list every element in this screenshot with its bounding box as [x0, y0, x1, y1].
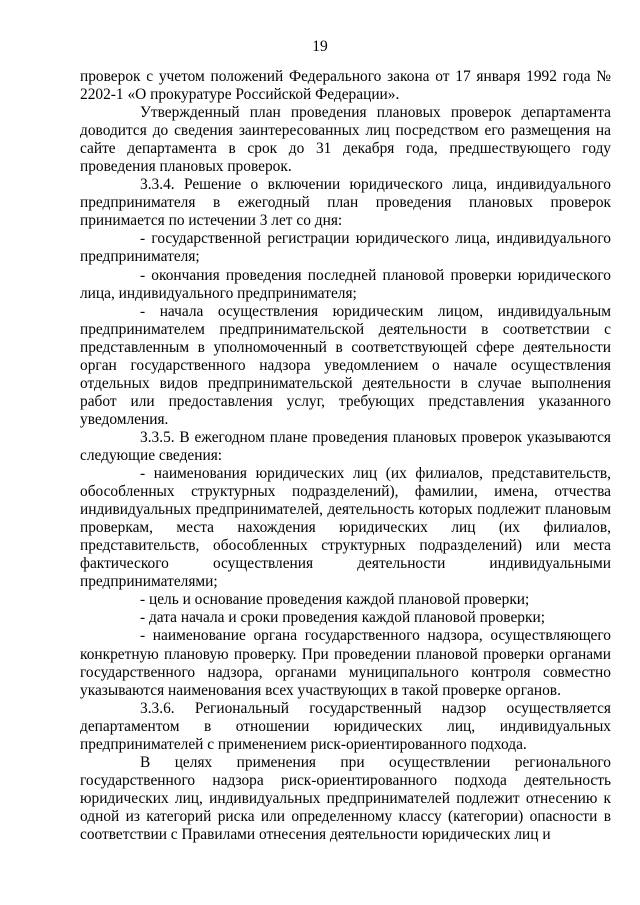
paragraph: 3.3.6. Региональный государственный надзор осуществляется департаментом в отношении юридических лиц, индивидуальных предпринимателей с применением риск-ориентированного подхода.: [80, 699, 611, 753]
paragraph: - наименования юридических лиц (их филиалов, представительств, обособленных структурных подразделений), фамилии, имена, отчества индивидуальных предпринимателей, деятельность которых подлежит плановым проверкам, места нахождения юридических лиц (их филиалов, представительств, обособленных структурных подразделений) или места фактического осуществления деятельности индивидуальными предпринимателями;: [80, 465, 611, 591]
paragraph: - дата начала и сроки проведения каждой плановой проверки;: [140, 609, 545, 627]
paragraph: - государственной регистрации юридического лица, индивидуального предпринимателя;: [80, 230, 611, 266]
paragraph: В целях применения при осуществлении регионального государственного надзора риск-ориентированного подхода деятельность юридических лиц, индивидуальных предпринимателей подлежит отнесению к одной из категорий риска или определенному классу (категории) опасности в соответствии с Правилами отнесения деятельности юридических лиц и: [80, 753, 611, 843]
paragraph: 3.3.5. В ежегодном плане проведения плановых проверок указываются следующие сведения:: [80, 428, 611, 464]
paragraph: - начала осуществления юридическим лицом, индивидуальным предпринимателем предпринимательской деятельности в соответствии с представленным в уполномоченный в соответствующей сфере деятельности орган государственного надзора уведомлением о начале осуществления отдельных видов предпринимательской деятельности в случае выполнения работ или предоставления услуг, требующих представления указанного уведомления.: [80, 302, 611, 428]
paragraph: Утвержденный план проведения плановых проверок департамента доводится до сведения заинтересованных лиц посредством его размещения на сайте департамента в срок до 31 декабря года, предшествующего году проведения плановых проверок.: [80, 104, 611, 176]
paragraph: проверок с учетом положений Федерального закона от 17 января 1992 года № 2202-1 «О прокуратуре Российской Федерации».: [80, 68, 611, 104]
paragraph: - цель и основание проведения каждой плановой проверки;: [140, 591, 530, 609]
paragraph: - окончания проведения последней плановой проверки юридического лица, индивидуального предпринимателя;: [80, 266, 611, 302]
page-number: 19: [312, 38, 328, 55]
paragraph: 3.3.4. Решение о включении юридического лица, индивидуального предпринимателя в ежегодный план проведения плановых проверок принимается по истечении 3 лет со дня:: [80, 176, 611, 230]
document-body: [80, 68, 611, 844]
paragraph: - наименование органа государственного надзора, осуществляющего конкретную плановую проверку. При проведении плановой проверки органами государственного надзора, органами муниципального контроля совместно указываются наименования всех участвующих в такой проверке органов.: [80, 627, 611, 699]
